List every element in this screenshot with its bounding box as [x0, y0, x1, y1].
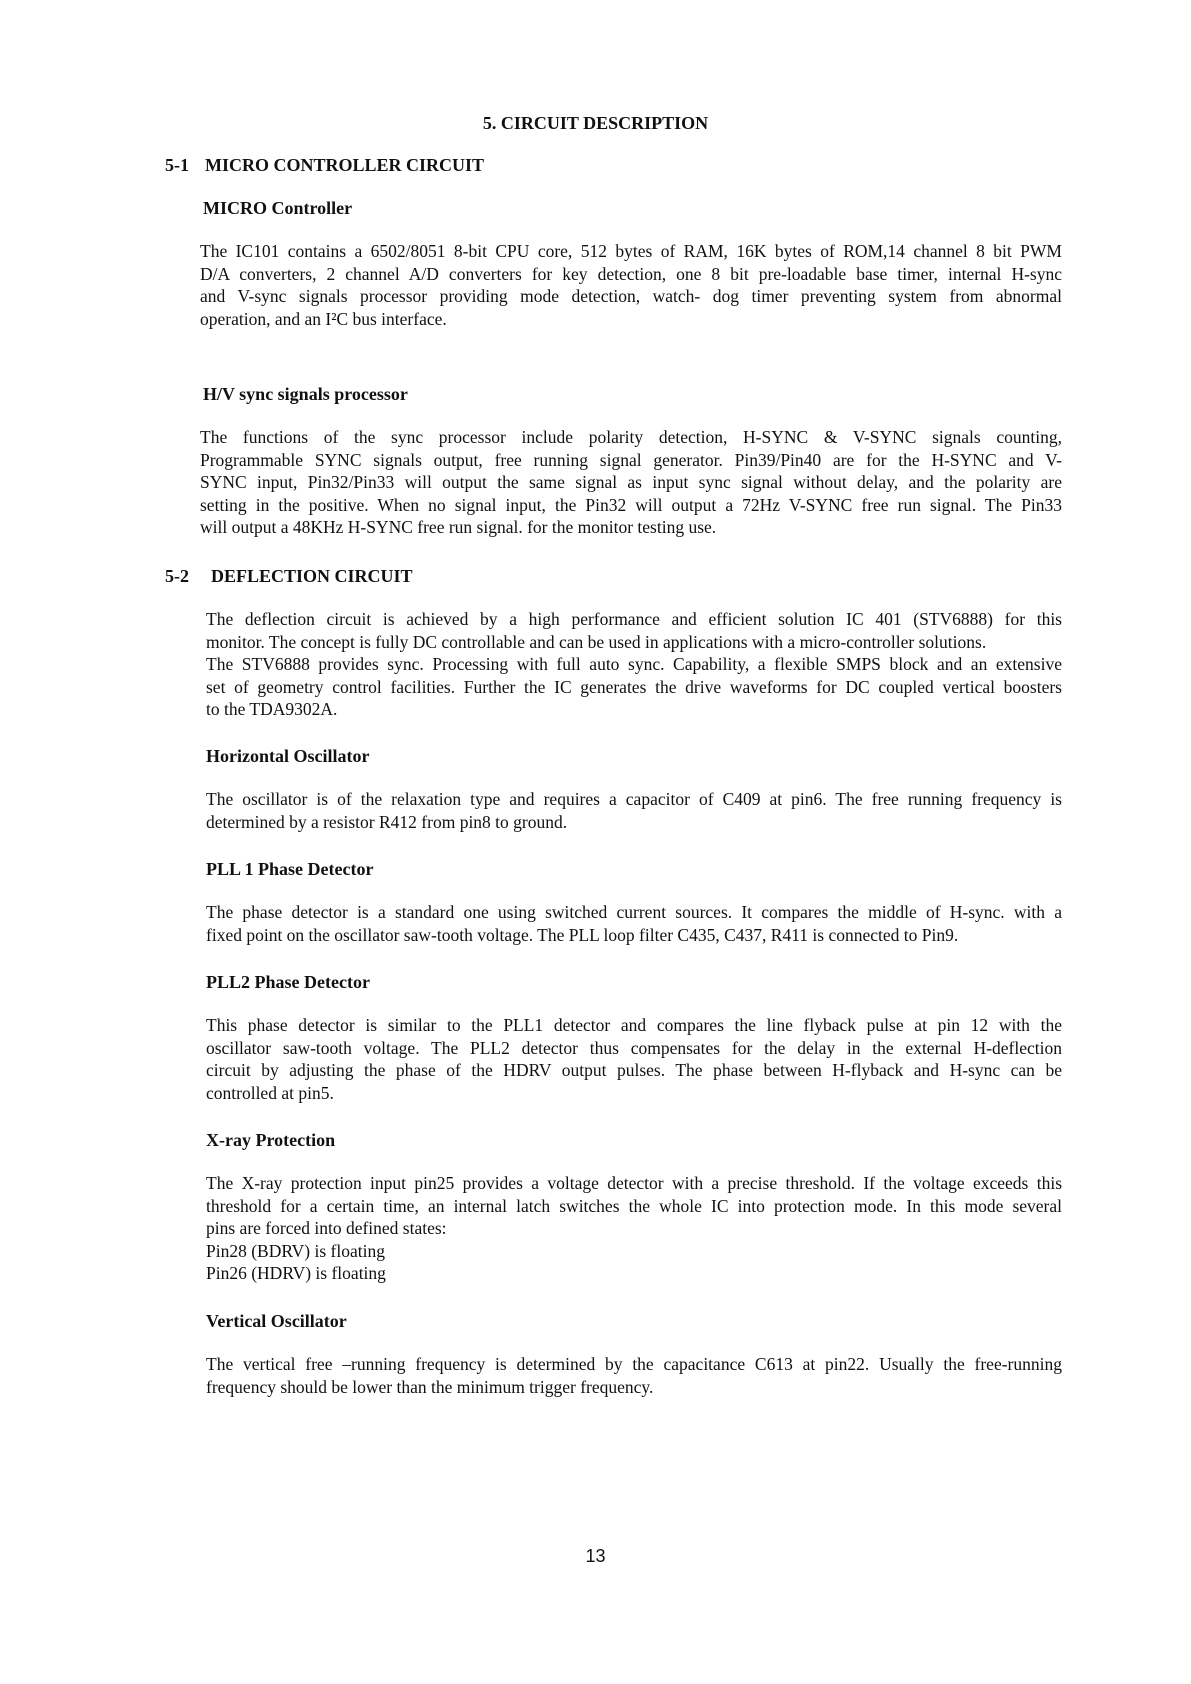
subheading-horizontal-oscillator: Horizontal Oscillator — [206, 746, 370, 766]
paragraph-hv-sync — [200, 426, 1062, 539]
paragraph-horizontal-oscillator — [206, 788, 1062, 833]
paragraph-pll2 — [206, 1014, 1062, 1104]
text-line: Pin26 (HDRV) is floating — [206, 1263, 386, 1283]
chapter-title: 5. CIRCUIT DESCRIPTION — [482, 113, 709, 133]
text-line: set of geometry control facilities. Further the IC generates the drive waveforms for DC coupled vertical boosters — [206, 676, 1062, 697]
section-heading-5-2 — [165, 565, 413, 587]
paragraph-pll1 — [206, 901, 1062, 946]
subheading-pll2: PLL2 Phase Detector — [206, 972, 370, 992]
page-number: 13 — [585, 1546, 606, 1566]
text-line: SYNC input, Pin32/Pin33 will output the same signal as input sync signal without delay, and the polarity are — [200, 472, 1062, 492]
text-line: monitor. The concept is fully DC controllable and can be used in applications with a micro-controller solutions. — [206, 631, 987, 652]
text-line: Programmable SYNC signals output, free running signal generator. Pin39/Pin40 are for the H-SYNC and V- — [200, 449, 1062, 470]
text-line: frequency should be lower than the minimum trigger frequency. — [206, 1376, 654, 1397]
text-line: fixed point on the oscillator saw-tooth voltage. The PLL loop filter C435, C437, R411 is connected to Pin9. — [206, 924, 959, 945]
text-line: The deflection circuit is achieved by a high performance and efficient solution IC 401 (STV6888) for this — [206, 609, 1062, 629]
subheading-pll1: PLL 1 Phase Detector — [206, 859, 374, 879]
text-line: The IC101 contains a 6502/8051 8-bit CPU core, 512 bytes of RAM, 16K bytes of ROM,14 channel 8 bit PWM — [200, 241, 1062, 261]
text-line: The oscillator is of the relaxation type and requires a capacitor of C409 at pin6. The free running frequency is — [206, 789, 1062, 809]
paragraph-xray-protection — [206, 1172, 1062, 1285]
text-line: The STV6888 provides sync. Processing with full auto sync. Capability, a flexible SMPS block and an extensive — [206, 654, 1062, 674]
paragraph-micro-controller — [200, 240, 1062, 330]
text-line: The phase detector is a standard one using switched current sources. It compares the middle of H-sync. with a — [206, 902, 1062, 922]
text-line: The X-ray protection input pin25 provides a voltage detector with a precise threshold. If the voltage exceeds this — [206, 1173, 1062, 1193]
text-line: oscillator saw-tooth voltage. The PLL2 detector thus compensates for the delay in the external H-deflection — [206, 1037, 1062, 1058]
paragraph-vertical-oscillator — [206, 1353, 1062, 1398]
subheading-xray-protection: X-ray Protection — [206, 1130, 336, 1150]
text-line: pins are forced into defined states: — [206, 1218, 447, 1238]
section-number: 5-1 — [165, 155, 189, 175]
text-line: Pin28 (BDRV) is floating — [206, 1240, 385, 1261]
text-line: will output a 48KHz H-SYNC free run signal. for the monitor testing use. — [200, 517, 717, 537]
subheading-vertical-oscillator: Vertical Oscillator — [206, 1311, 347, 1331]
text-line: to the TDA9302A. — [206, 699, 338, 719]
text-line: determined by a resistor R412 from pin8 to ground. — [206, 811, 568, 832]
subheading-micro-controller: MICRO Controller — [203, 198, 353, 218]
text-line: and V-sync signals processor providing mode detection, watch- dog timer preventing system from abnormal — [200, 286, 1062, 306]
text-line: setting in the positive. When no signal input, the Pin32 will output a 72Hz V-SYNC free run signal. The Pin33 — [200, 494, 1062, 515]
paragraph-deflection-intro — [206, 608, 1062, 721]
text-line: This phase detector is similar to the PLL1 detector and compares the line flyback pulse at pin 12 with the — [206, 1015, 1062, 1035]
section-title: DEFLECTION CIRCUIT — [211, 566, 413, 586]
text-line: controlled at pin5. — [206, 1082, 334, 1103]
text-line: D/A converters, 2 channel A/D converters for key detection, one 8 bit pre-loadable base timer, internal H-sync — [200, 263, 1062, 284]
text-line: threshold for a certain time, an internal latch switches the whole IC into protection mode. In this mode several — [206, 1195, 1062, 1216]
text-line: operation, and an I²C bus interface. — [200, 308, 447, 329]
text-line: The functions of the sync processor include polarity detection, H-SYNC & V-SYNC signals counting, — [200, 427, 1062, 447]
section-title: MICRO CONTROLLER CIRCUIT — [205, 155, 485, 175]
section-number: 5-2 — [165, 566, 189, 586]
text-line: circuit by adjusting the phase of the HDRV output pulses. The phase between H-flyback and H-sync can be — [206, 1060, 1062, 1080]
text-line: The vertical free –running frequency is determined by the capacitance C613 at pin22. Usually the free-running — [206, 1354, 1062, 1374]
section-heading-5-1 — [165, 154, 484, 176]
subheading-hv-sync: H/V sync signals processor — [203, 384, 408, 404]
